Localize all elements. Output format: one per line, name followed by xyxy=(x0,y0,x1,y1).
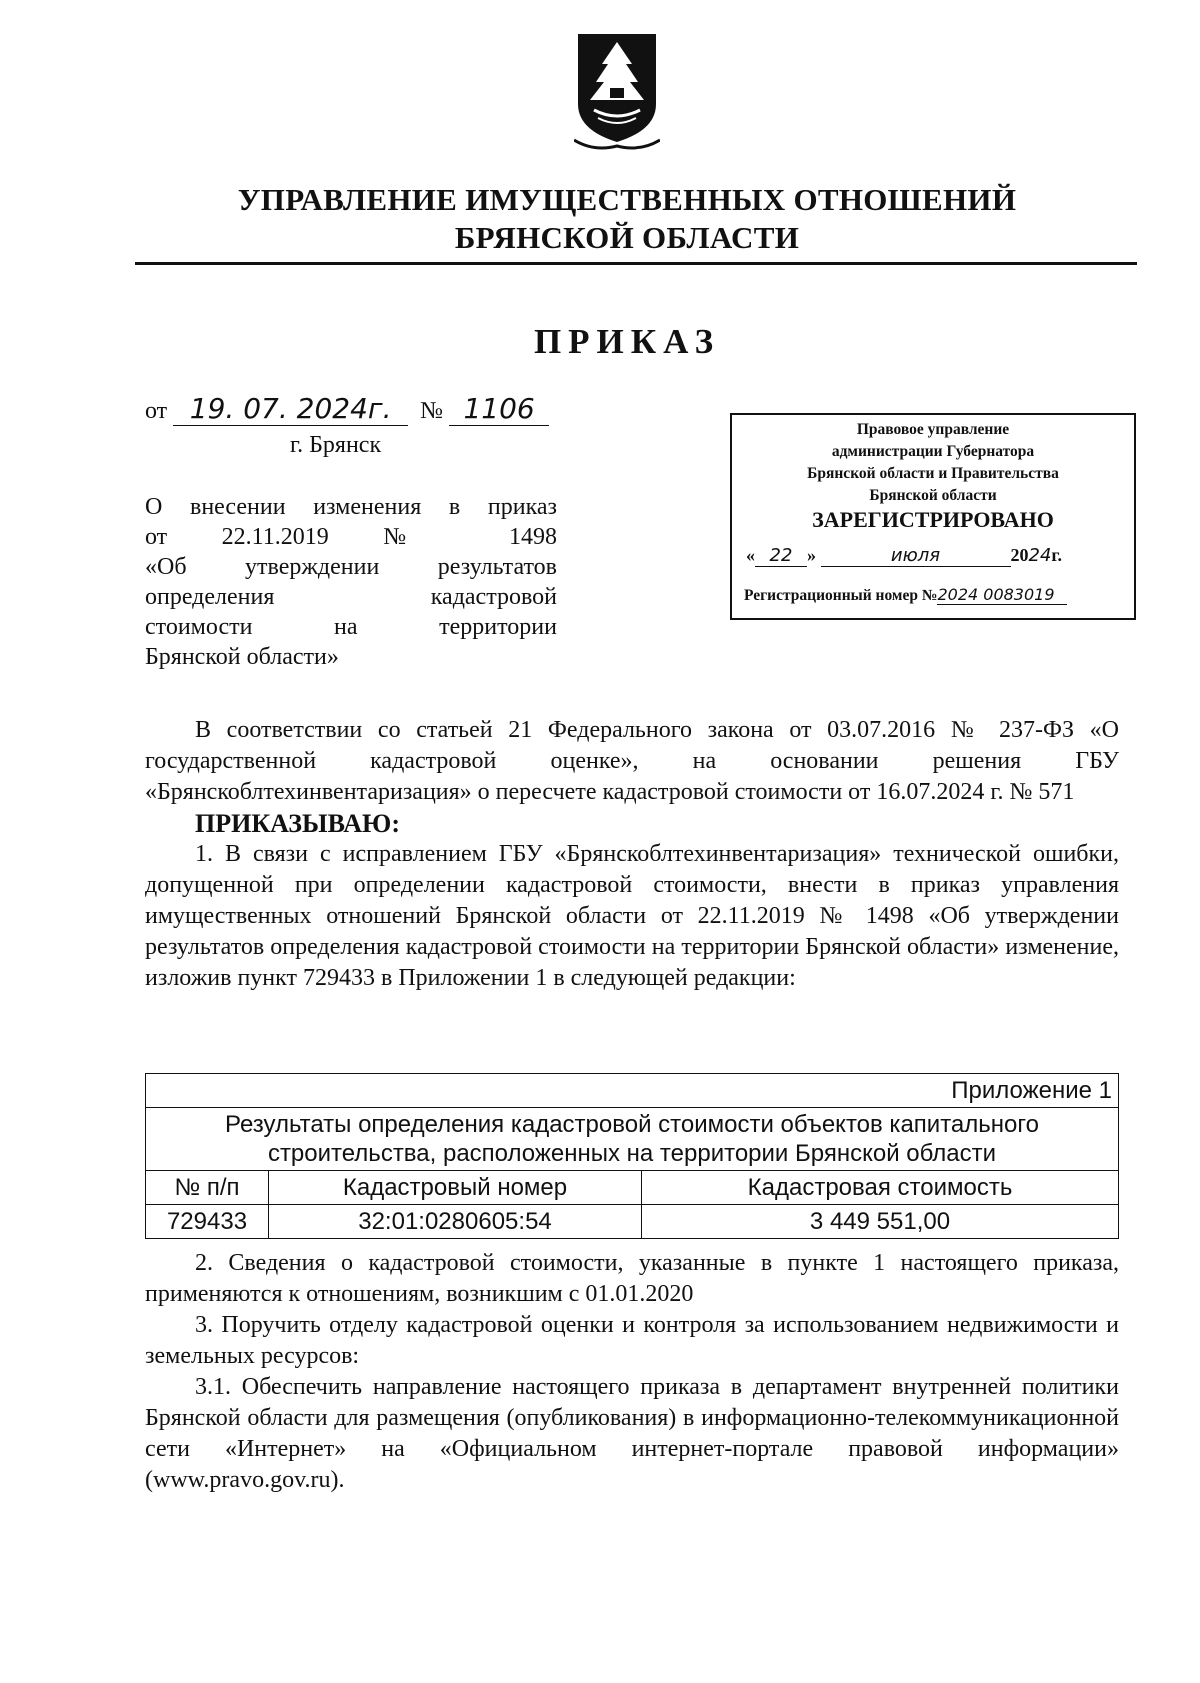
table-header-cell: Кадастровая стоимость xyxy=(642,1171,1119,1205)
stamp-registered: ЗАРЕГИСТРИРОВАНО xyxy=(812,507,1054,532)
org-name-line1: УПРАВЛЕНИЕ ИМУЩЕСТВЕННЫХ ОТНОШЕНИЙ xyxy=(237,182,1017,217)
stamp-year-prefix: 20 xyxy=(1010,545,1029,565)
stamp-day-handwritten: 22 xyxy=(755,545,807,567)
table-header-cell: Кадастровый номер xyxy=(269,1171,642,1205)
order-city: г. Брянск xyxy=(290,432,382,458)
registration-stamp xyxy=(730,413,1136,620)
item-3-1: 3.1. Обеспечить направление настоящего приказа в департамент внутренней политики Брянской области для размещения (опубликования) в информационно-телекоммуникационной сети «Интернет» на «Официальном интернет-портале правовой информации» (www.pravo.gov.ru). xyxy=(145,1374,1119,1493)
stamp-reg-number-handwritten: 2024 0083019 xyxy=(937,585,1067,605)
stamp-year-suffix: г. xyxy=(1051,545,1063,565)
stamp-line: Брянской области xyxy=(869,487,997,504)
subject-line: от 22.11.2019 № 1498 xyxy=(145,524,557,550)
table-caption: Результаты определения кадастровой стоимости объектов капитального строительства, расположенных на территории Брянской области xyxy=(146,1108,1119,1171)
order-subject xyxy=(145,492,557,672)
stamp-line: администрации Губернатора xyxy=(831,443,1035,460)
item-2: 2. Сведения о кадастровой стоимости, указанные в пункте 1 настоящего приказа, применяются к отношениям, возникшим с 01.01.2020 xyxy=(145,1250,1119,1307)
coat-of-arms-icon xyxy=(574,30,660,150)
stamp-date-open: « xyxy=(746,545,755,565)
stamp-line: Брянской области и Правительства xyxy=(807,465,1059,482)
subject-line: стоимости на территории xyxy=(145,614,557,640)
stamp-line: Правовое управление xyxy=(856,421,1010,438)
order-date-line xyxy=(145,392,549,426)
order-date-handwritten: 19. 07. 2024г. xyxy=(173,392,408,426)
table-header-cell: № п/п xyxy=(146,1171,269,1205)
cadastral-table xyxy=(145,1073,1119,1239)
table-row xyxy=(146,1205,1119,1239)
stamp-reg-line xyxy=(732,585,1134,605)
subject-line: «Об утверждении результатов xyxy=(145,554,557,580)
table-cell: 3 449 551,00 xyxy=(642,1205,1119,1239)
item-3: 3. Поручить отделу кадастровой оценки и контроля за использованием недвижимости и земельных ресурсов: xyxy=(145,1312,1119,1369)
subject-line: О внесении изменения в приказ xyxy=(145,494,557,520)
org-name-line2: БРЯНСКОЙ ОБЛАСТИ xyxy=(454,220,800,255)
subject-line: определения кадастровой xyxy=(145,584,557,610)
table-header-row xyxy=(146,1171,1119,1205)
item-1: 1. В связи с исправлением ГБУ «Брянскоблтехинвентаризация» технической ошибки, допущенной при определении кадастровой стоимости, внести в приказ управления имущественных отношений Брянской области от 22.11.2019 № 1498 «Об утверждении результатов определения кадастровой стоимости на территории Брянской области» изменение, изложив пункт 729433 в Приложении 1 в следующей редакции: xyxy=(145,841,1119,991)
table-appendix: Приложение 1 xyxy=(146,1074,1119,1108)
stamp-year-handwritten: 24 xyxy=(1028,545,1052,566)
number-prefix: № xyxy=(420,398,444,424)
document-title: ПРИКАЗ xyxy=(533,322,721,361)
order-word: ПРИКАЗЫВАЮ: xyxy=(195,809,400,838)
order-number-handwritten: 1106 xyxy=(449,392,549,426)
order-body-bottom xyxy=(145,1248,1119,1496)
header-divider xyxy=(135,262,1137,265)
date-prefix: от xyxy=(145,398,168,424)
stamp-date-line xyxy=(732,545,1134,567)
table-cell: 729433 xyxy=(146,1205,269,1239)
stamp-month-handwritten: июля xyxy=(821,545,1011,567)
preamble: В соответствии со статьей 21 Федерального закона от 03.07.2016 № 237-ФЗ «О государственной кадастровой оценке», на основании решения ГБУ «Брянскоблтехинвентаризация» о пересчете кадастровой стоимости от 16.07.2024 г. № 571 xyxy=(145,717,1119,805)
subject-line: Брянской области» xyxy=(145,644,339,670)
stamp-reg-label: Регистрационный номер № xyxy=(744,587,938,604)
order-body-top xyxy=(145,715,1119,994)
table-cell: 32:01:0280605:54 xyxy=(269,1205,642,1239)
stamp-date-close: » xyxy=(807,545,816,565)
